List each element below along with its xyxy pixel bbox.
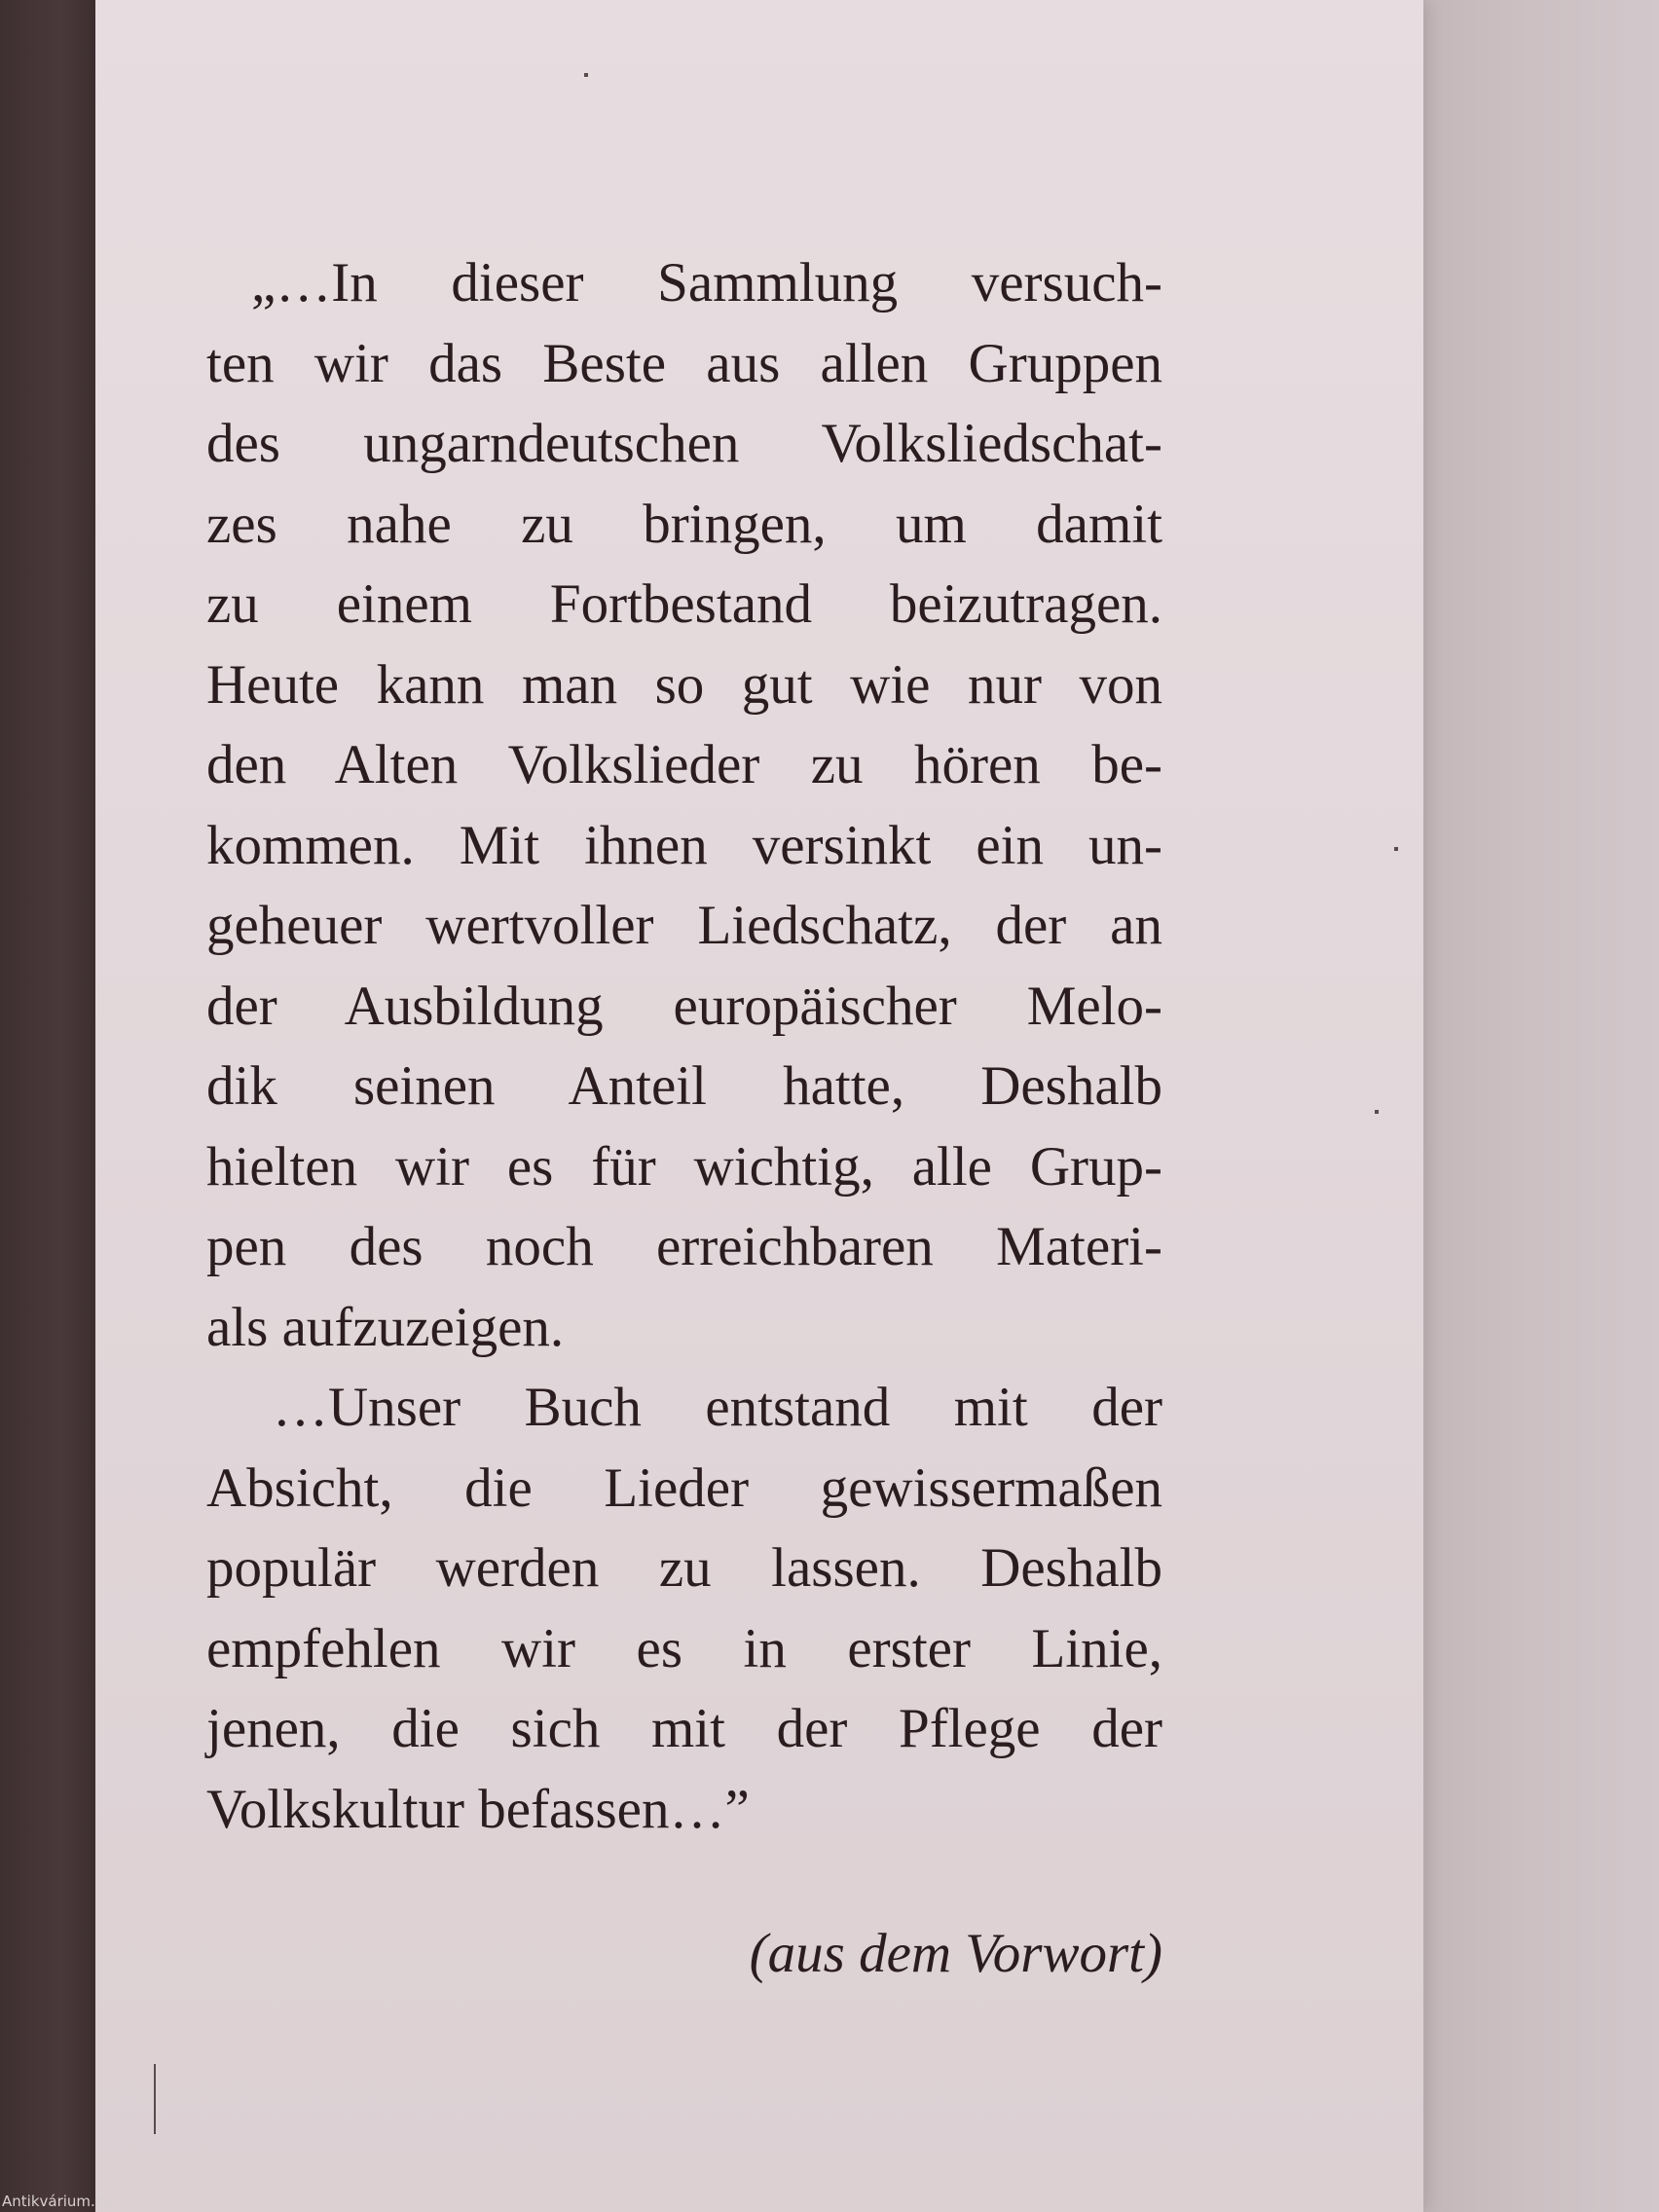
text-line: populär werden zu lassen. Deshalb <box>206 1537 1162 1599</box>
text-line: zu einem Fortbestand beizutragen. <box>206 573 1162 635</box>
text-line: ten wir das Beste aus allen Gruppen <box>206 332 1162 394</box>
text-line: dik seinen Anteil hatte, Deshalb <box>206 1055 1162 1117</box>
page-speck <box>584 73 588 77</box>
text-line: hielten wir es für wichtig, alle Grup- <box>206 1135 1162 1198</box>
text-line: Absicht, die Lieder gewissermaßen <box>206 1456 1162 1519</box>
text-line: kommen. Mit ihnen versinkt ein un- <box>206 814 1162 876</box>
text-line: jenen, die sich mit der Pflege der <box>206 1698 1162 1759</box>
text-line: empfehlen wir es in erster Linie, <box>206 1617 1162 1679</box>
page-speck <box>1394 847 1398 851</box>
text-line: des ungarndeutschen Volksliedschat- <box>206 413 1162 474</box>
text-line: zes nahe zu bringen, um damit <box>206 493 1162 555</box>
paragraph-2 <box>206 1368 1162 1850</box>
text-line: pen des noch erreichbaren Materi- <box>206 1216 1162 1277</box>
background-surface <box>1423 0 1659 2212</box>
text-line: der Ausbildung europäischer Melo- <box>206 975 1162 1037</box>
preface-quote <box>206 243 1162 1850</box>
text-line: „…In dieser Sammlung versuch- <box>251 252 1162 313</box>
text-line: als aufzuzeigen. <box>206 1296 565 1358</box>
page-speck <box>1375 1110 1379 1114</box>
text-line: Heute kann man so gut wie nur von <box>206 653 1162 716</box>
page-speck <box>154 2064 156 2134</box>
text-line: den Alten Volkslieder zu hören be- <box>206 734 1162 795</box>
text-line: geheuer wertvoller Liedschatz, der an <box>206 895 1162 956</box>
book-spine-edge <box>0 0 101 2212</box>
watermark: Antikvárium.hu <box>2 2193 114 2210</box>
text-line: Volkskultur befassen…” <box>206 1778 750 1840</box>
attribution: (aus dem Vorwort) <box>749 1923 1162 1984</box>
text-line: …Unser Buch entstand mit der <box>273 1377 1162 1438</box>
paragraph-1 <box>206 243 1162 1368</box>
